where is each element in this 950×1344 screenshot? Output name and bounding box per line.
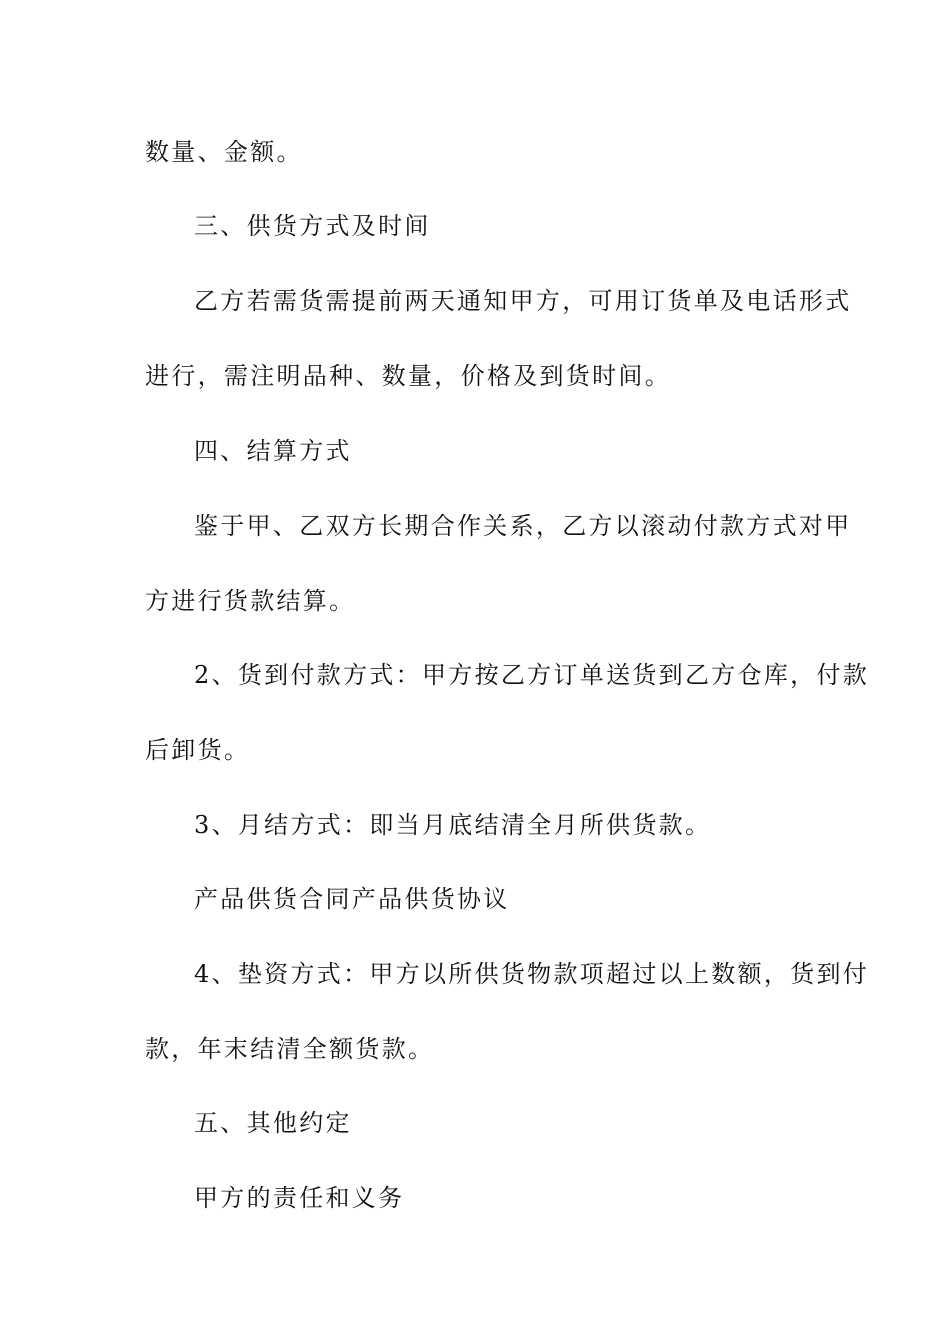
paragraph-order-line-2: 进行，需注明品种、数量，价格及到货时间。: [145, 362, 671, 390]
paragraph-monthly: 3、月结方式：即当月底结清全月所供货款。: [194, 811, 712, 839]
heading-other-terms: 五、其他约定: [194, 1109, 352, 1137]
heading-party-a-duties: 甲方的责任和义务: [194, 1184, 405, 1212]
paragraph-settlement-line-1: 鉴于甲、乙双方长期合作关系，乙方以滚动付款方式对甲: [194, 512, 852, 540]
paragraph-order-line-1: 乙方若需货需提前两天通知甲方，可用订货单及电话形式: [194, 287, 852, 315]
heading-supply-method: 三、供货方式及时间: [194, 212, 431, 240]
text-line-amount: 数量、金额。: [145, 138, 303, 166]
paragraph-advance-line-1: 4、垫资方式：甲方以所供货物款项超过以上数额，货到付: [194, 960, 870, 988]
paragraph-title-insert: 产品供货合同产品供货协议: [194, 885, 510, 913]
paragraph-cod-line-1: 2、货到付款方式：甲方按乙方订单送货到乙方仓库，付款: [194, 661, 870, 689]
paragraph-settlement-line-2: 方进行货款结算。: [145, 587, 356, 615]
heading-settlement: 四、结算方式: [194, 437, 352, 465]
paragraph-advance-line-2: 款，年末结清全额货款。: [145, 1035, 435, 1063]
paragraph-cod-line-2: 后卸货。: [145, 736, 251, 764]
